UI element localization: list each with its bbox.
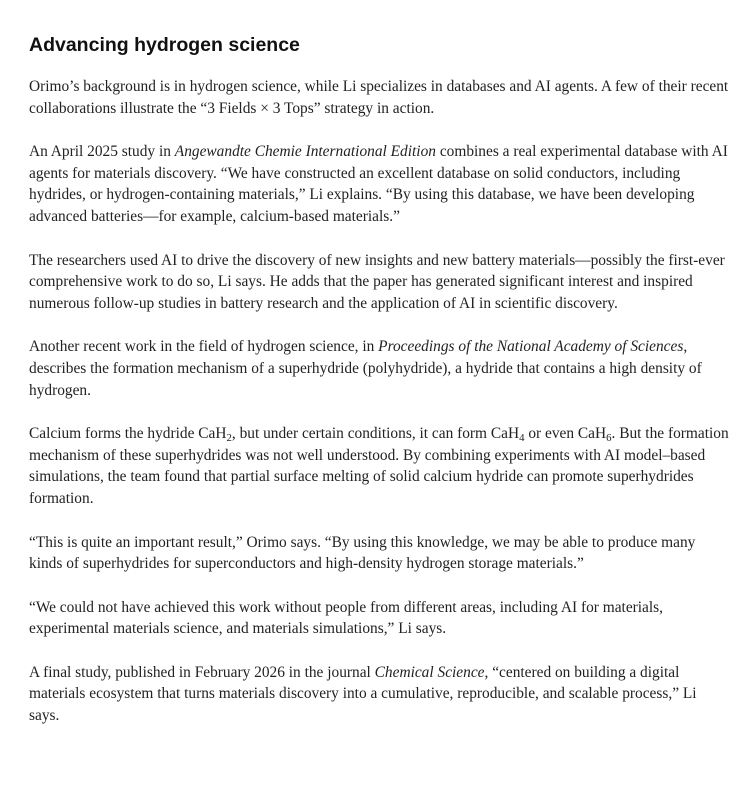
journal-name: Chemical Science — [374, 663, 485, 681]
paragraph-chemical-science-study — [29, 662, 729, 727]
subscript: 4 — [519, 432, 525, 445]
paragraph-angewandte-study — [29, 141, 729, 227]
journal-name: Proceedings of the National Academy of Sciences — [378, 338, 684, 356]
paragraph-text: , “centered on building a digital materials ecosystem that turns materials discovery into a cumulative, reproducible, and scalable process,” Li says. — [29, 663, 697, 725]
subscript: 6 — [606, 432, 612, 445]
paragraph-text: A final study, published in February 2026 in the journal — [29, 663, 375, 681]
section-heading: Advancing hydrogen science — [29, 34, 300, 56]
paragraph-text: , describes the formation mechanism of a superhydride (polyhydride), a hydride that contains a high density of hydrogen. — [29, 338, 702, 399]
paragraph-text: An April 2025 study in — [29, 143, 175, 161]
subscript: 2 — [226, 432, 232, 445]
paragraph-text: combines a real experimental database with AI agents for materials discovery. “We have constructed an excellent database on solid conductors, including hydrides, or hydrogen-containing materials,” Li explains. “By using this database, we have been developing advanced batteries—for example, calcium-based materials.” — [29, 143, 728, 225]
article-section — [29, 30, 729, 749]
paragraph-li-quote: “We could not have achieved this work without people from different areas, including AI for materials, experimental materials science, and materials simulations,” Li says. — [29, 598, 663, 638]
paragraph-calcium-hydride — [29, 423, 729, 509]
paragraph-background: Orimo’s background is in hydrogen science, while Li specializes in databases and AI agents. A few of their recent collaborations illustrate the “3 Fields × 3 Tops” strategy in action. — [29, 78, 729, 117]
paragraph-ai-discovery: The researchers used AI to drive the discovery of new insights and new battery materials—possibly the first-ever comprehensive work to do so, Li says. He adds that the paper has generated significant interest and inspired numerous follow-up studies in battery research and the application of AI in scientific discovery. — [29, 251, 725, 312]
paragraph-orimo-quote: “This is quite an important result,” Orimo says. “By using this knowledge, we may be able to produce many kinds of superhydrides for superconductors and high-density hydrogen storage materials.” — [29, 533, 696, 573]
journal-name: Angewandte Chemie International Edition — [174, 143, 436, 161]
paragraph-pnas-study — [29, 336, 729, 401]
paragraph-text: Calcium forms the hydride CaH — [29, 425, 227, 443]
paragraph-text: or even CaH — [524, 425, 607, 443]
paragraph-text: . But the formation mechanism of these superhydrides was not well understood. By combining experiments with AI model–based simulations, the team found that partial surface melting of solid calcium hydride can promote superhydrides formation. — [29, 425, 729, 507]
paragraph-text: Another recent work in the field of hydrogen science, in — [29, 338, 379, 356]
paragraph-text: , but under certain conditions, it can form CaH — [231, 425, 520, 443]
